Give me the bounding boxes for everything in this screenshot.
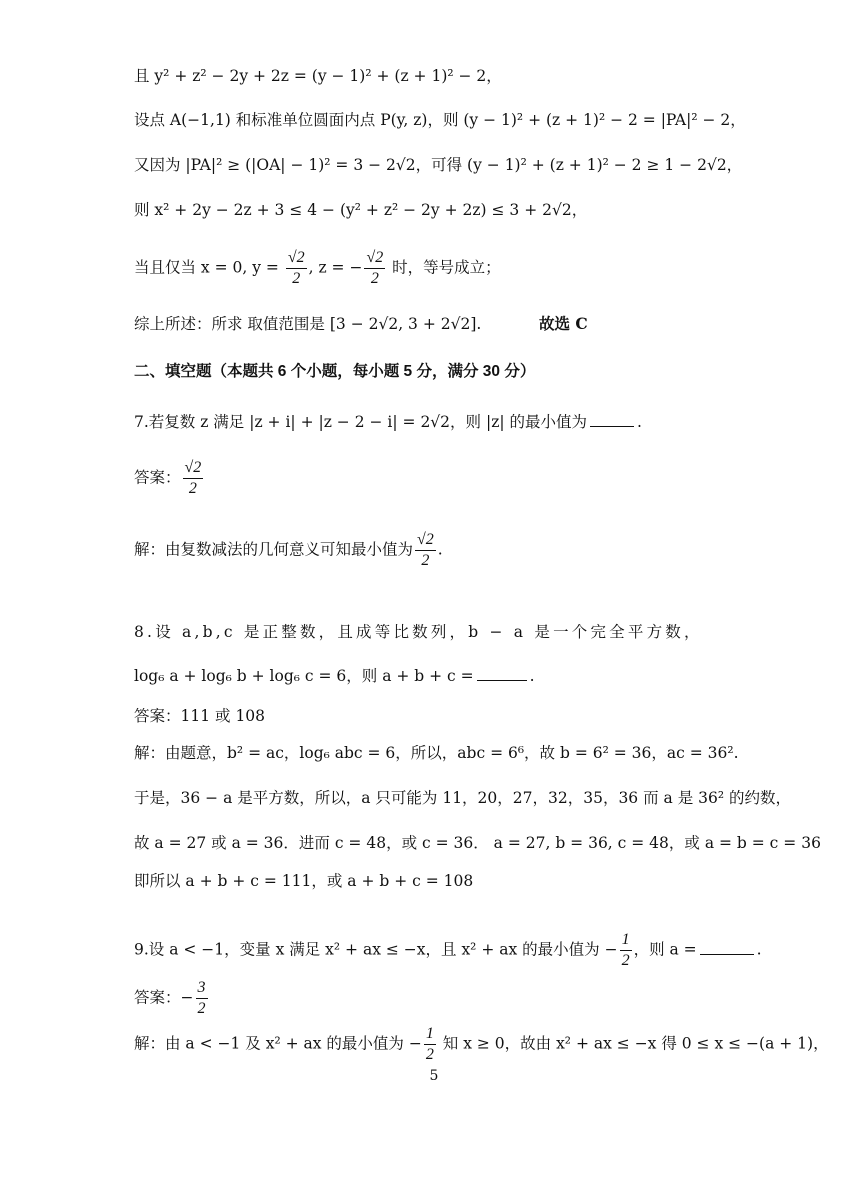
solution-8-line-1: 解：由题意，b² = ac，log₆ abc = 6，所以，abc = 6⁶，故 b = 6² = 36，ac = 36². xyxy=(134,744,739,762)
fraction-denominator: 2 xyxy=(292,270,301,287)
equality-condition-line xyxy=(134,248,748,289)
question-7 xyxy=(134,410,748,434)
question-9-end: . xyxy=(756,940,762,959)
derivation-line-4: 则 x² + 2y − 2z + 3 ≤ 4 − (y² + z² − 2y + 2z) ≤ 3 + 2√2， xyxy=(134,201,588,219)
fraction-numerator: √2 xyxy=(286,248,307,269)
fraction-numerator: 1 xyxy=(620,930,632,951)
fraction-denominator: 2 xyxy=(425,1046,434,1063)
question-8-text: log₆ a + log₆ b + log₆ c = 6，则 a + b + c = xyxy=(134,667,474,685)
fraction-1-over-2 xyxy=(620,930,632,971)
fraction-sqrt2-over-2 xyxy=(415,530,436,571)
question-8-line-2 xyxy=(134,664,748,688)
fraction-numerator: 1 xyxy=(424,1024,436,1045)
answer-8: 答案：111 或 108 xyxy=(134,707,266,725)
fraction-denominator: 2 xyxy=(621,952,630,969)
fraction-sqrt2-over-2 xyxy=(364,248,385,289)
question-9-text: 9.设 a < −1，变量 x 满足 x² + ax ≤ −x，且 x² + ax 的最小值为 − xyxy=(134,940,618,959)
question-7-text: 7.若复数 z 满足 |z + i| + |z − 2 − i| = 2√2，则 |z| 的最小值为 xyxy=(134,413,588,431)
fraction-denominator: 2 xyxy=(188,480,197,497)
answer-blank xyxy=(700,940,754,955)
question-8-end: . xyxy=(529,667,535,685)
solution-7 xyxy=(134,530,748,571)
page-number: 5 xyxy=(429,1068,439,1084)
solution-8-line-3: 故 a = 27 或 a = 36．进而 c = 48，或 c = 36． a = 27, b = 36, c = 48，或 a = b = c = 36 xyxy=(134,834,821,852)
solution-9 xyxy=(134,1024,829,1065)
equality-text-post: 时，等号成立； xyxy=(387,258,501,277)
answer-label: 答案：− xyxy=(134,988,194,1007)
fraction-numerator: √2 xyxy=(415,530,436,551)
fraction-denominator: 2 xyxy=(370,270,379,287)
answer-blank xyxy=(477,666,527,681)
equality-text-mid: , z = − xyxy=(308,258,363,277)
derivation-line-3: 又因为 |PA|² ≥ (|OA| − 1)² = 3 − 2√2，可得 (y − 1)² + (z + 1)² − 2 ≥ 1 − 2√2， xyxy=(134,156,743,174)
solution-8-line-2: 于是，36 − a 是平方数，所以，a 只可能为 11，20，27，32，35，36 而 a 是 36² 的约数， xyxy=(134,789,791,807)
answer-7 xyxy=(134,458,748,499)
solution-9-text: 解：由 a < −1 及 x² + ax 的最小值为 − xyxy=(134,1034,422,1053)
fraction-numerator: 3 xyxy=(196,978,208,999)
solution-7-end: . xyxy=(437,540,443,559)
answer-9 xyxy=(134,978,748,1019)
solution-9-end: 知 x ≥ 0，故由 x² + ax ≤ −x 得 0 ≤ x ≤ −(a + 1)， xyxy=(437,1034,829,1053)
fraction-1-over-2 xyxy=(424,1024,436,1065)
fraction-denominator: 2 xyxy=(421,552,430,569)
fraction-sqrt2-over-2 xyxy=(183,458,204,499)
solution-8-line-4: 即所以 a + b + c = 111，或 a + b + c = 108 xyxy=(134,872,474,890)
question-9 xyxy=(134,930,762,971)
derivation-line-1: 且 y² + z² − 2y + 2z = (y − 1)² + (z + 1)² − 2， xyxy=(134,67,502,85)
fraction-3-over-2 xyxy=(196,978,208,1019)
question-7-end: . xyxy=(637,413,642,431)
question-8-line-1: 8.设 a,b,c 是正整数，且成等比数列，b − a 是一个完全平方数， xyxy=(134,623,703,641)
fraction-sqrt2-over-2 xyxy=(286,248,307,289)
question-9-mid: ，则 a = xyxy=(633,940,697,959)
section-heading: 二、填空题（本题共 6 个小题，每小题 5 分，满分 30 分） xyxy=(134,363,536,380)
equality-text-pre: 当且仅当 x = 0, y = xyxy=(134,258,284,277)
answer-choice: 故选 C xyxy=(539,314,588,333)
fraction-numerator: √2 xyxy=(183,458,204,479)
conclusion-text: 综上所述：所求 取值范围是 [3 − 2√2, 3 + 2√2]. xyxy=(134,315,482,333)
fraction-denominator: 2 xyxy=(197,1000,206,1017)
solution-7-text: 解：由复数减法的几何意义可知最小值为 xyxy=(134,540,414,559)
fraction-numerator: √2 xyxy=(364,248,385,269)
answer-blank xyxy=(590,412,634,427)
conclusion-line xyxy=(134,312,748,336)
derivation-line-2: 设点 A(−1,1) 和标准单位圆面内点 P(y, z)，则 (y − 1)² + (z + 1)² − 2 = |PA|² − 2， xyxy=(134,111,746,129)
answer-label: 答案： xyxy=(134,468,181,487)
